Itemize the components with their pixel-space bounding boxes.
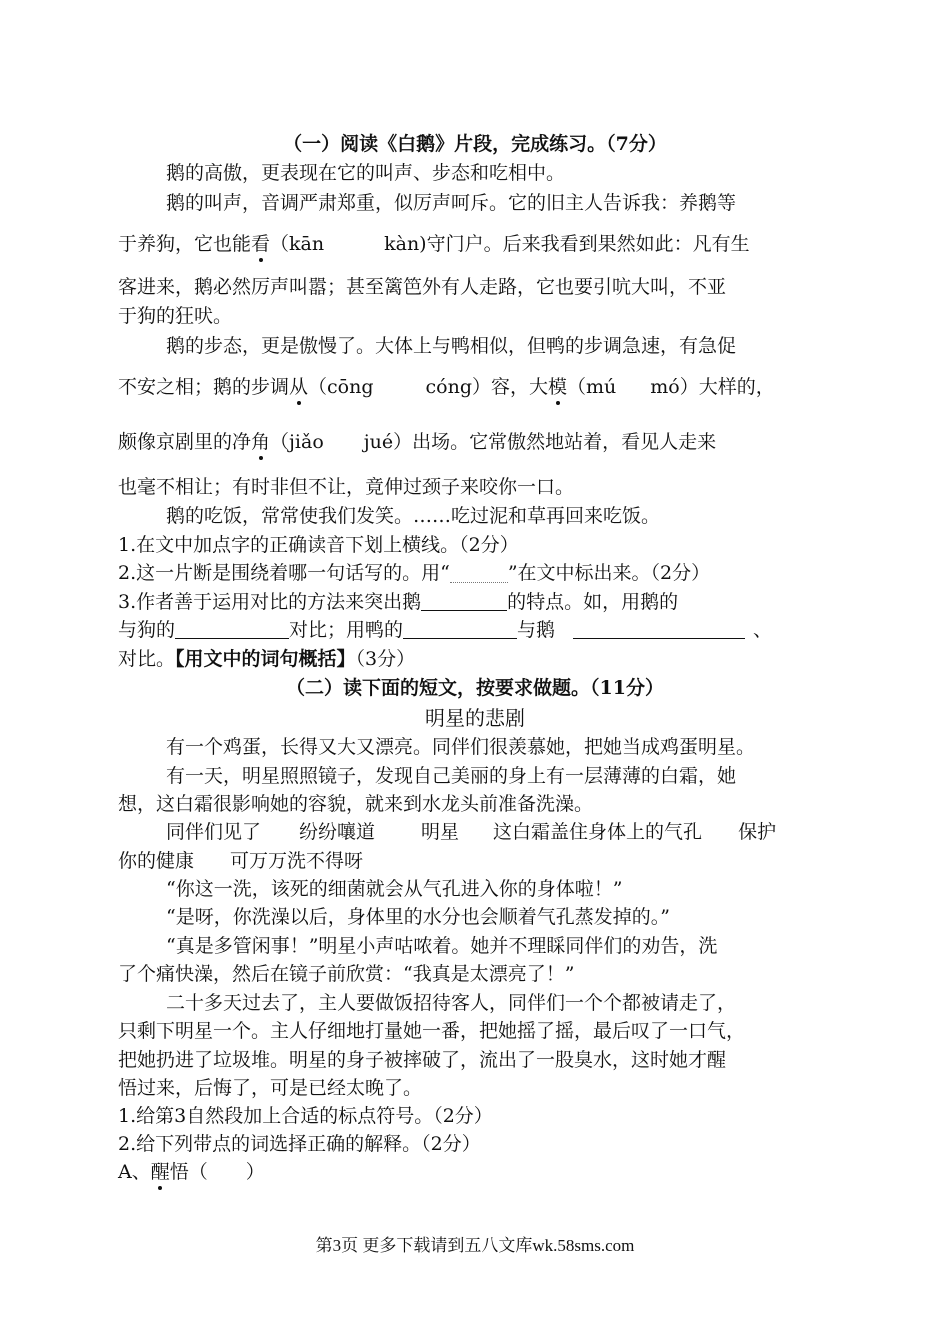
paragraph: 鹅的吃饭，常常使我们发笑。……吃过泥和草再回来吃饭。 — [166, 505, 661, 527]
dotted-char: 模 — [548, 376, 568, 398]
dotted-char: 角 — [251, 431, 271, 453]
text: 、 — [753, 619, 773, 641]
paragraph: “真是多管闲事！”明星小声咕哝着。她并不理睬同伴们的劝告，洗 — [166, 935, 718, 957]
question-3 — [118, 590, 678, 614]
paragraph: 也毫不相让；有时非但不让，竟伸过颈子来咬你一口。 — [118, 476, 575, 498]
text: （3分） — [355, 648, 416, 670]
paragraph: 鹅的叫声，音调严肃郑重，似厉声呵斥。它的旧主人告诉我：养鹅等 — [166, 192, 737, 214]
pinyin-option: cóng）容，大 — [425, 376, 548, 398]
dotted-char: 从 — [289, 376, 309, 398]
text: 的特点。如，用鹅的 — [507, 591, 679, 613]
paragraph: 于狗的狂吠。 — [118, 305, 233, 327]
paragraph: 鹅的高傲，更表现在它的叫声、步态和吃相中。 — [166, 162, 566, 184]
text: ”在文中标出来。（2分） — [507, 562, 711, 584]
text: 你的健康 — [118, 850, 195, 872]
paragraph: 想，这白霜很影响她的容貌，就来到水龙头前准备洗澡。 — [118, 793, 594, 815]
question-a — [118, 1160, 265, 1184]
text: 与鹅 — [517, 619, 556, 641]
text: 对比。 — [118, 648, 176, 670]
paragraph: 客进来，鹅必然厉声叫嚣；甚至篱笆外有人走路，它也要引吭大叫，不亚 — [118, 276, 727, 298]
paragraph: 悟过来，后悔了，可是已经太晚了。 — [118, 1077, 423, 1099]
section-1-title: （一）阅读《白鹅》片段，完成练习。（7分） — [283, 133, 667, 155]
paragraph: “你这一洗，该死的细菌就会从气孔进入你的身体啦！” — [166, 878, 623, 900]
pinyin-option: kàn)守门户。后来我看到果然如此：凡有生 — [384, 233, 750, 255]
pinyin-option: （cōng — [308, 376, 374, 398]
paragraph: 有一个鸡蛋，长得又大又漂亮。同伴们很羡慕她，把她当成鸡蛋明星。 — [166, 736, 756, 758]
text: 这白霜盖住身体上的气孔 — [493, 821, 703, 843]
question-2 — [118, 561, 710, 585]
text: 可万万洗不得呀 — [230, 850, 364, 872]
text: 3.作者善于运用对比的方法来突出鹅 — [118, 591, 422, 613]
dotted-char: 看 — [251, 233, 271, 255]
question-3-line-3 — [118, 647, 415, 671]
text: 不安之相；鹅的步调 — [118, 376, 290, 398]
paragraph: 把她扔进了垃圾堆。明星的身子被摔破了，流出了一股臭水，这时她才醒 — [118, 1049, 727, 1071]
pinyin-option: mó）大样的， — [650, 376, 775, 398]
paragraph: 只剩下明星一个。主人仔细地打量她一番，把她摇了摇，最后叹了一口气， — [118, 1020, 746, 1042]
text: 纷纷嚷道 — [299, 821, 376, 843]
section-2-title: （二）读下面的短文，按要求做题。（11分） — [286, 677, 664, 699]
paragraph: 有一天，明星照照镜子，发现自己美丽的身上有一层薄薄的白霜，她 — [166, 765, 737, 787]
wavy-line-mark — [450, 566, 508, 583]
text: 明星 — [421, 821, 460, 843]
text: 悟（ ） — [169, 1161, 265, 1183]
text: 2.这一片断是围绕着哪一句话写的。用“ — [118, 562, 450, 584]
text: 与狗的 — [118, 619, 176, 641]
question-1: 1.给第3自然段加上合适的标点符号。（2分） — [118, 1105, 493, 1127]
paragraph: 二十多天过去了，主人要做饭招待客人，同伴们一个个都被请走了， — [166, 992, 737, 1014]
text: 【用文中的词句概括】 — [175, 648, 356, 670]
paragraph: 鹅的步态，更是傲慢了。大体上与鸭相似，但鸭的步调急速，有急促 — [166, 335, 737, 357]
paragraph-line — [118, 849, 363, 873]
story-title: 明星的悲剧 — [425, 706, 525, 730]
text: 同伴们见了 — [166, 821, 262, 843]
paragraph: 了个痛快澡，然后在镜子前欣赏：“我真是太漂亮了！” — [118, 963, 575, 985]
paragraph-line — [166, 820, 776, 844]
text: A、 — [118, 1161, 151, 1183]
page-footer: 第3页 更多下载请到五八文库wk.58sms.com — [315, 1236, 635, 1255]
question-1: 1.在文中加点字的正确读音下划上横线。（2分） — [118, 534, 519, 556]
answer-blank[interactable] — [403, 620, 517, 639]
text: 保护 — [738, 821, 777, 843]
paragraph-line — [118, 232, 750, 256]
question-3-line-2 — [118, 618, 772, 642]
paragraph-line — [118, 375, 775, 399]
text: 于养狗，它也能 — [118, 233, 252, 255]
text: 对比；用鸭的 — [289, 619, 404, 641]
answer-blank[interactable] — [175, 620, 289, 639]
pinyin-option: （jiǎo — [270, 431, 324, 453]
pinyin-option: （kān — [270, 233, 325, 255]
answer-blank[interactable] — [573, 620, 745, 639]
paragraph: “是呀，你洗澡以后，身体里的水分也会顺着气孔蒸发掉的。” — [166, 906, 670, 928]
answer-blank[interactable] — [421, 592, 507, 611]
question-2: 2.给下列带点的词选择正确的解释。（2分） — [118, 1133, 481, 1155]
text: 颇像京剧里的净 — [118, 431, 252, 453]
paragraph-line — [118, 430, 716, 454]
dotted-char: 醒 — [150, 1161, 170, 1183]
pinyin-option: （mú — [567, 376, 617, 398]
pinyin-option: jué）出场。它常傲然地站着，看见人走来 — [363, 431, 717, 453]
